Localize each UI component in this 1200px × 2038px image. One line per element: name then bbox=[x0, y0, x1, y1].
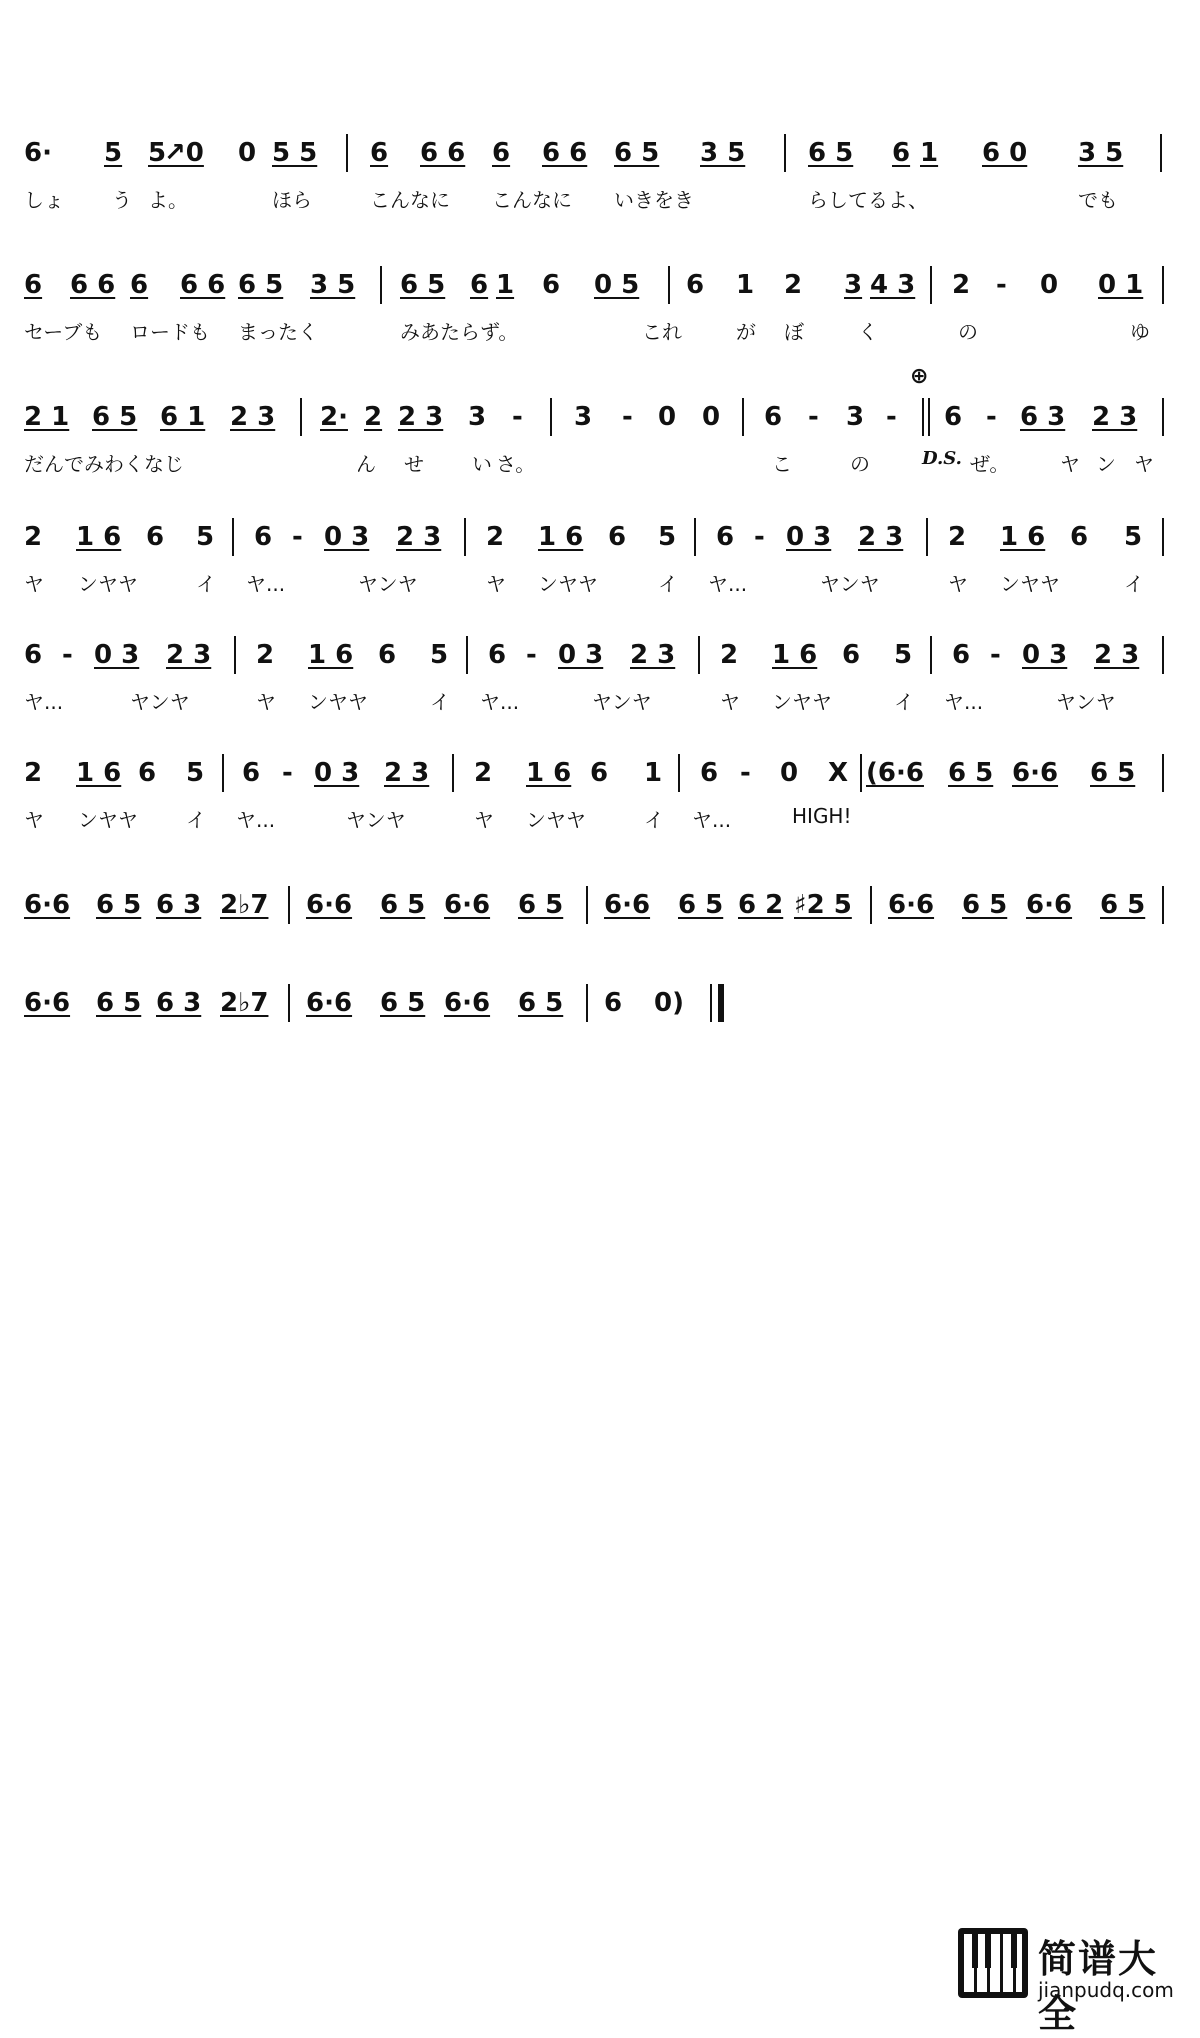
note: - bbox=[808, 402, 819, 432]
note: 6 5 bbox=[1090, 758, 1136, 788]
note: 6 5 bbox=[962, 890, 1008, 920]
note: 6·6 bbox=[888, 890, 935, 920]
note: 6 6 bbox=[180, 270, 226, 300]
note: 6 5 bbox=[518, 890, 564, 920]
note: 6 bbox=[604, 988, 623, 1018]
note: 6 5 bbox=[380, 988, 426, 1018]
note: 6 bbox=[370, 138, 389, 168]
double-barline bbox=[922, 398, 924, 436]
barline bbox=[550, 398, 552, 436]
barline bbox=[930, 266, 932, 304]
notes-row bbox=[20, 640, 1180, 680]
note: 6 bbox=[892, 138, 911, 168]
lyric: ヤ bbox=[474, 808, 494, 832]
note: 6 5 bbox=[1100, 890, 1146, 920]
lyrics-row bbox=[20, 184, 1180, 224]
note: 6 3 bbox=[1020, 402, 1066, 432]
note: 1 6 bbox=[772, 640, 818, 670]
lyric: ゆ bbox=[1130, 320, 1150, 344]
note: 0 bbox=[658, 402, 677, 432]
note: 6 bbox=[492, 138, 511, 168]
lyric: よ。 bbox=[148, 188, 188, 212]
lyric: ヤ bbox=[24, 572, 44, 596]
note: 2 3 bbox=[398, 402, 444, 432]
note: 6· bbox=[24, 138, 52, 168]
note: 6 5 bbox=[96, 890, 142, 920]
lyric: ん bbox=[356, 452, 376, 476]
lyric: ヤンヤ bbox=[592, 690, 652, 714]
lyric: ヤンヤ bbox=[358, 572, 418, 596]
note: 6·6 bbox=[444, 890, 491, 920]
note: 1 6 bbox=[526, 758, 572, 788]
note: 6 bbox=[146, 522, 165, 552]
lyric: ぼ bbox=[784, 320, 804, 344]
note: 6 3 bbox=[156, 890, 202, 920]
note: 6 5 bbox=[808, 138, 854, 168]
note: 6·6 bbox=[24, 988, 71, 1018]
double-barline bbox=[928, 398, 930, 436]
note: 6 bbox=[542, 270, 561, 300]
note: 2 3 bbox=[230, 402, 276, 432]
lyric: ヤ... bbox=[24, 690, 64, 714]
lyric: が bbox=[736, 320, 756, 344]
barline bbox=[380, 266, 382, 304]
lyric: まったく bbox=[238, 320, 318, 344]
note: - bbox=[292, 522, 303, 552]
barline bbox=[234, 636, 236, 674]
ds-marking: D.S. bbox=[922, 448, 962, 469]
note: - bbox=[996, 270, 1007, 300]
note: 1 6 bbox=[1000, 522, 1046, 552]
lyric: セーブも bbox=[24, 320, 103, 344]
lyric: イ bbox=[658, 572, 678, 596]
lyric: ンヤヤ bbox=[526, 808, 586, 832]
note: 1 6 bbox=[308, 640, 354, 670]
note: 6 bbox=[1070, 522, 1089, 552]
lyric: ンヤヤ bbox=[308, 690, 368, 714]
note: - bbox=[990, 640, 1001, 670]
lyric: ヤ bbox=[948, 572, 968, 596]
note: 6 1 bbox=[160, 402, 206, 432]
note: - bbox=[622, 402, 633, 432]
note: 3 bbox=[846, 402, 865, 432]
notes-row bbox=[20, 270, 1180, 310]
lyric: く bbox=[858, 320, 878, 344]
barline bbox=[926, 518, 928, 556]
note: 6 5 bbox=[614, 138, 660, 168]
note: 2 bbox=[364, 402, 383, 432]
lyric: ヤ bbox=[256, 690, 276, 714]
barline bbox=[930, 636, 932, 674]
note: 2 3 bbox=[396, 522, 442, 552]
lyric: ヤ... bbox=[944, 690, 984, 714]
lyric: ンヤヤ bbox=[78, 572, 138, 596]
notes-row bbox=[20, 890, 1180, 930]
lyric: ンヤヤ bbox=[78, 808, 138, 832]
note: 6 6 bbox=[70, 270, 116, 300]
lyrics-row bbox=[20, 568, 1180, 608]
note: 5 bbox=[148, 138, 167, 168]
lyric: らしてるよ、 bbox=[808, 188, 928, 212]
note: 2 bbox=[952, 270, 971, 300]
barline bbox=[222, 754, 224, 792]
note: 6 3 bbox=[156, 988, 202, 1018]
lyric: しょ bbox=[24, 188, 64, 212]
note: 6 bbox=[138, 758, 157, 788]
note: 6 bbox=[130, 270, 149, 300]
piano-icon bbox=[958, 1928, 1028, 1998]
note: 6 bbox=[24, 640, 43, 670]
barline bbox=[586, 886, 588, 924]
barline bbox=[232, 518, 234, 556]
note: 6·6 bbox=[604, 890, 651, 920]
lyric: こんなに bbox=[492, 188, 572, 212]
note: 0 3 bbox=[786, 522, 832, 552]
lyric: ヤ bbox=[1134, 452, 1154, 476]
note: 3 bbox=[844, 270, 863, 300]
note: 0 3 bbox=[94, 640, 140, 670]
lyric: だんでみわくなじ bbox=[24, 452, 184, 476]
lyric: ヤンヤ bbox=[130, 690, 190, 714]
lyric: ンヤヤ bbox=[772, 690, 832, 714]
notes-row bbox=[20, 988, 1180, 1028]
note: 6 bbox=[590, 758, 609, 788]
note: 6 5 bbox=[238, 270, 284, 300]
note: 2 bbox=[474, 758, 493, 788]
barline bbox=[1162, 754, 1164, 792]
barline bbox=[742, 398, 744, 436]
note: ↗0 bbox=[164, 138, 204, 168]
note: - bbox=[986, 402, 997, 432]
lyric: イ bbox=[894, 690, 914, 714]
lyric: ヤンヤ bbox=[346, 808, 406, 832]
barline bbox=[784, 134, 786, 172]
note: 6 5 bbox=[518, 988, 564, 1018]
note: 2 bbox=[720, 640, 739, 670]
lyrics-row bbox=[20, 448, 1180, 488]
note: 6·6 bbox=[1026, 890, 1073, 920]
note: 6 5 bbox=[948, 758, 994, 788]
note: 0 3 bbox=[314, 758, 360, 788]
note: 2 bbox=[486, 522, 505, 552]
note: 6 bbox=[700, 758, 719, 788]
note: 6 5 bbox=[92, 402, 138, 432]
lyric: ヤ... bbox=[692, 808, 732, 832]
note: 3 5 bbox=[1078, 138, 1124, 168]
lyrics-row bbox=[20, 316, 1180, 356]
note: - bbox=[512, 402, 523, 432]
lyric: ヤンヤ bbox=[1056, 690, 1116, 714]
note: 6 bbox=[944, 402, 963, 432]
note: 2 bbox=[256, 640, 275, 670]
note: - bbox=[886, 402, 897, 432]
note: 6 bbox=[470, 270, 489, 300]
note: 5 bbox=[104, 138, 123, 168]
note: 3 5 bbox=[700, 138, 746, 168]
barline bbox=[300, 398, 302, 436]
note: 6 6 bbox=[420, 138, 466, 168]
note: 6·6 bbox=[306, 988, 353, 1018]
note: 2 3 bbox=[384, 758, 430, 788]
barline bbox=[288, 984, 290, 1022]
note: (6·6 bbox=[866, 758, 924, 788]
note: 5 bbox=[430, 640, 449, 670]
lyric: いきをき bbox=[614, 188, 694, 212]
note: 5 bbox=[1124, 522, 1143, 552]
lyric: の bbox=[850, 452, 870, 476]
barline bbox=[466, 636, 468, 674]
final-barline-thin bbox=[710, 984, 712, 1022]
lyric: せ bbox=[404, 452, 424, 476]
lyric: イ bbox=[1124, 572, 1144, 596]
note: 2 3 bbox=[166, 640, 212, 670]
note: 0 3 bbox=[324, 522, 370, 552]
notes-row bbox=[20, 758, 1180, 798]
barline bbox=[1162, 266, 1164, 304]
note: 6 bbox=[764, 402, 783, 432]
logo-title: 简谱大全 bbox=[1038, 1937, 1159, 2036]
note: 6 bbox=[488, 640, 507, 670]
note: 1 6 bbox=[76, 522, 122, 552]
note: 6 6 bbox=[542, 138, 588, 168]
note: 3 bbox=[574, 402, 593, 432]
note: 0 5 bbox=[594, 270, 640, 300]
barline bbox=[860, 754, 862, 792]
note: 0 3 bbox=[1022, 640, 1068, 670]
note: 6·6 bbox=[444, 988, 491, 1018]
lyrics-row bbox=[20, 686, 1180, 726]
note: 2 3 bbox=[630, 640, 676, 670]
note: 6 bbox=[952, 640, 971, 670]
note: 0 1 bbox=[1098, 270, 1144, 300]
lyric: さ。 bbox=[496, 452, 536, 476]
note: 2♭7 bbox=[220, 988, 269, 1018]
lyric: みあたらず。 bbox=[400, 320, 519, 344]
lyric: う bbox=[112, 188, 132, 212]
lyric: イ bbox=[186, 808, 206, 832]
lyric: ヤ bbox=[720, 690, 740, 714]
lyric: ンヤヤ bbox=[1000, 572, 1060, 596]
lyric: ほら bbox=[272, 188, 312, 212]
lyric: ンヤヤ bbox=[538, 572, 598, 596]
note: 6 5 bbox=[400, 270, 446, 300]
lyric: HIGH! bbox=[792, 804, 852, 828]
lyric: イ bbox=[196, 572, 216, 596]
note: 1 bbox=[736, 270, 755, 300]
note: 3 5 bbox=[310, 270, 356, 300]
note: 1 bbox=[920, 138, 939, 168]
note: - bbox=[740, 758, 751, 788]
note: 6 bbox=[242, 758, 261, 788]
notes-row bbox=[20, 522, 1180, 562]
lyric: これ bbox=[642, 320, 682, 344]
note: 6 5 bbox=[96, 988, 142, 1018]
note: 2 bbox=[24, 522, 43, 552]
note: 1 bbox=[496, 270, 515, 300]
note: 2♭7 bbox=[220, 890, 269, 920]
note: X bbox=[828, 758, 849, 788]
barline bbox=[668, 266, 670, 304]
note: 2 bbox=[784, 270, 803, 300]
lyric: ン bbox=[1096, 452, 1116, 476]
lyric: ヤ bbox=[24, 808, 44, 832]
barline bbox=[698, 636, 700, 674]
lyric: ヤ bbox=[1060, 452, 1080, 476]
barline bbox=[288, 886, 290, 924]
lyrics-row bbox=[20, 804, 1180, 844]
lyric: い bbox=[472, 452, 492, 476]
barline bbox=[586, 984, 588, 1022]
note: 2 3 bbox=[858, 522, 904, 552]
note: 6 bbox=[842, 640, 861, 670]
note: 5 bbox=[196, 522, 215, 552]
barline bbox=[1162, 398, 1164, 436]
note: 0 3 bbox=[558, 640, 604, 670]
note: - bbox=[62, 640, 73, 670]
note: 0 bbox=[238, 138, 257, 168]
note: 6 bbox=[254, 522, 273, 552]
note: 6 bbox=[716, 522, 735, 552]
note: 3 bbox=[468, 402, 487, 432]
lyric: ぜ。 bbox=[970, 452, 1010, 476]
note: 2 bbox=[948, 522, 967, 552]
note: 6 5 bbox=[380, 890, 426, 920]
lyric: ヤ... bbox=[246, 572, 286, 596]
lyric: ヤ... bbox=[236, 808, 276, 832]
lyric: の bbox=[958, 320, 978, 344]
note: 0 bbox=[702, 402, 721, 432]
barline bbox=[1162, 886, 1164, 924]
note: 4 3 bbox=[870, 270, 916, 300]
note: 2 3 bbox=[1094, 640, 1140, 670]
note: 5 5 bbox=[272, 138, 318, 168]
lyric: ヤンヤ bbox=[820, 572, 880, 596]
barline bbox=[1162, 518, 1164, 556]
note: 6·6 bbox=[24, 890, 71, 920]
note: 5 bbox=[186, 758, 205, 788]
note: 0) bbox=[654, 988, 684, 1018]
barline bbox=[452, 754, 454, 792]
note: 6·6 bbox=[306, 890, 353, 920]
barline bbox=[1160, 134, 1162, 172]
note: - bbox=[526, 640, 537, 670]
lyric: こんなに bbox=[370, 188, 450, 212]
notes-row bbox=[20, 402, 1180, 442]
note: 6 5 bbox=[678, 890, 724, 920]
note: - bbox=[282, 758, 293, 788]
barline bbox=[870, 886, 872, 924]
note: 6·6 bbox=[1012, 758, 1059, 788]
note: 6 bbox=[686, 270, 705, 300]
coda-symbol: ⊕ bbox=[910, 364, 929, 389]
note: 5 bbox=[894, 640, 913, 670]
logo-url: jianpudq.com bbox=[1038, 1978, 1174, 2002]
lyric: こ bbox=[772, 452, 792, 476]
note: ♯2 5 bbox=[794, 890, 852, 920]
note: 6 0 bbox=[982, 138, 1028, 168]
note: 2 bbox=[24, 758, 43, 788]
lyric: ヤ... bbox=[708, 572, 748, 596]
notes-row bbox=[20, 138, 1180, 178]
barline bbox=[1162, 636, 1164, 674]
note: 2· bbox=[320, 402, 348, 432]
lyric: ヤ bbox=[486, 572, 506, 596]
barline bbox=[464, 518, 466, 556]
note: 6 bbox=[378, 640, 397, 670]
note: 0 bbox=[1040, 270, 1059, 300]
lyric: イ bbox=[644, 808, 664, 832]
final-barline-thick bbox=[718, 984, 724, 1022]
note: 2 3 bbox=[1092, 402, 1138, 432]
barline bbox=[346, 134, 348, 172]
note: 1 6 bbox=[538, 522, 584, 552]
lyric: イ bbox=[430, 690, 450, 714]
note: - bbox=[754, 522, 765, 552]
note: 0 bbox=[780, 758, 799, 788]
barline bbox=[678, 754, 680, 792]
note: 5 bbox=[658, 522, 677, 552]
lyric: ヤ... bbox=[480, 690, 520, 714]
note: 6 2 bbox=[738, 890, 784, 920]
note: 1 bbox=[644, 758, 663, 788]
note: 1 6 bbox=[76, 758, 122, 788]
lyric: でも bbox=[1078, 188, 1118, 212]
note: 6 bbox=[24, 270, 43, 300]
lyric: ロードも bbox=[130, 320, 210, 344]
site-logo bbox=[958, 1928, 1188, 2036]
note: 2 1 bbox=[24, 402, 70, 432]
note: 6 bbox=[608, 522, 627, 552]
barline bbox=[694, 518, 696, 556]
